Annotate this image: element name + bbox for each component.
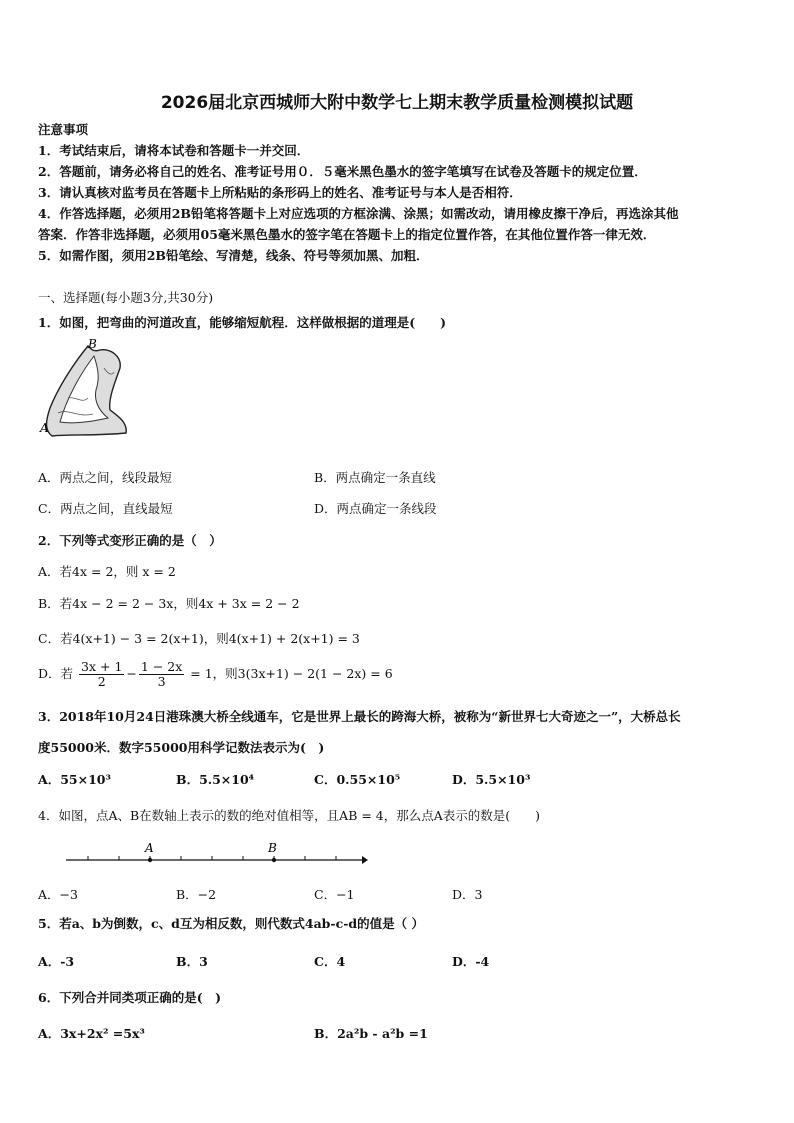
option-d-suffix: = 1，则3(3x+1) − 2(1 − 2x) = 6 <box>190 666 393 681</box>
denominator: 3 <box>157 674 166 689</box>
numerator: 1 − 2x <box>140 659 183 674</box>
notice-item: 1．考试结束后，请将本试卷和答题卡一并交回． <box>38 143 310 158</box>
question-6-stem: 6．下列合并同类项正确的是( ) <box>38 990 222 1005</box>
question-3-line1: 3．2018年10月24日港珠澳大桥全线通车，它是世界上最长的跨海大桥，被称为“新世界七大奇迹之一”，大桥总长 <box>38 709 681 724</box>
point-b <box>272 858 276 862</box>
notice-item: 5．如需作图，须用2B铅笔绘、写清楚，线条、符号等须加黑、加粗． <box>38 248 429 263</box>
option-b: B．−2 <box>176 887 217 902</box>
option-a: A．若4x = 2，则 x = 2 <box>38 564 176 579</box>
label-b: B <box>88 338 97 351</box>
notice-item: 3．请认真核对监考员在答题卡上所粘贴的条形码上的姓名、准考证号与本人是否相符． <box>38 185 522 200</box>
question-2-stem: 2．下列等式变形正确的是（ ） <box>38 533 222 548</box>
option-c: C．两点之间，直线最短 <box>38 501 173 516</box>
option-d: D．3 <box>452 887 483 902</box>
question-3-line2: 度55000米．数字55000用科学记数法表示为( ) <box>38 740 325 755</box>
question-5-stem: 5．若a、b为倒数，c、d互为相反数，则代数式4ab-c-d的值是（ ） <box>38 916 425 931</box>
option-b: B．两点确定一条直线 <box>314 470 436 485</box>
label-b: B <box>268 841 277 855</box>
notice-heading: 注意事项 <box>38 122 89 137</box>
option-b: B．若4x − 2 = 2 − 3x，则4x + 3x = 2 − 2 <box>38 596 300 611</box>
label-a: A <box>40 421 49 435</box>
page-title: 2026届北京西城师大附中数学七上期末教学质量检测模拟试题 <box>160 93 634 113</box>
denominator: 2 <box>97 674 106 689</box>
option-c: C．若4(x+1) − 3 = 2(x+1)，则4(x+1) + 2(x+1) = 3 <box>38 631 360 646</box>
question-1-stem: 1．如图，把弯曲的河道改直，能够缩短航程．这样做根据的道理是( ) <box>38 315 447 330</box>
option-b: B．3 <box>176 954 208 969</box>
numerator: 3x + 1 <box>81 659 123 674</box>
notice-item: 2．答题前，请务必将自己的姓名、准考证号用０．５毫米黑色墨水的签字笔填写在试卷及答题卡的规定位置． <box>38 164 647 179</box>
option-c: C．−1 <box>314 887 355 902</box>
option-c: C．4 <box>314 954 346 969</box>
option-d <box>38 660 393 689</box>
minus-sign: − <box>126 666 137 681</box>
option-d: D．两点确定一条线段 <box>314 501 437 516</box>
option-a: A．55×10³ <box>38 772 111 787</box>
label-a: A <box>145 841 154 855</box>
option-d: D．-4 <box>452 954 490 969</box>
option-a: A．−3 <box>38 887 78 902</box>
option-c: C．0.55×10⁵ <box>314 772 401 787</box>
fraction <box>139 660 184 689</box>
river-figure <box>38 338 133 443</box>
option-b: B．5.5×10⁴ <box>176 772 255 787</box>
question-4-stem: 4．如图，点A、B在数轴上表示的数的绝对值相等，且AB = 4，那么点A表示的数是( ) <box>38 808 541 823</box>
number-line <box>62 838 370 868</box>
option-a: A．3x+2x² =5x³ <box>38 1026 145 1041</box>
fraction <box>79 660 124 689</box>
notice-item: 答案．作答非选择题，必须用05毫米黑色墨水的签字笔在答题卡上的指定位置作答，在其他位置作答一律无效． <box>38 227 656 242</box>
point-a <box>148 858 152 862</box>
option-b: B．2a²b - a²b =1 <box>314 1026 428 1041</box>
option-a: A．两点之间，线段最短 <box>38 470 173 485</box>
option-d-prefix: D．若 <box>38 666 74 681</box>
option-a: A．-3 <box>38 954 75 969</box>
notice-item: 4．作答选择题，必须用2B铅笔将答题卡上对应选项的方框涂满、涂黑；如需改动，请用橡皮擦干净后，再选涂其他 <box>38 206 679 221</box>
option-d: D．5.5×10³ <box>452 772 531 787</box>
section-heading: 一、选择题(每小题3分,共30分) <box>38 290 214 305</box>
